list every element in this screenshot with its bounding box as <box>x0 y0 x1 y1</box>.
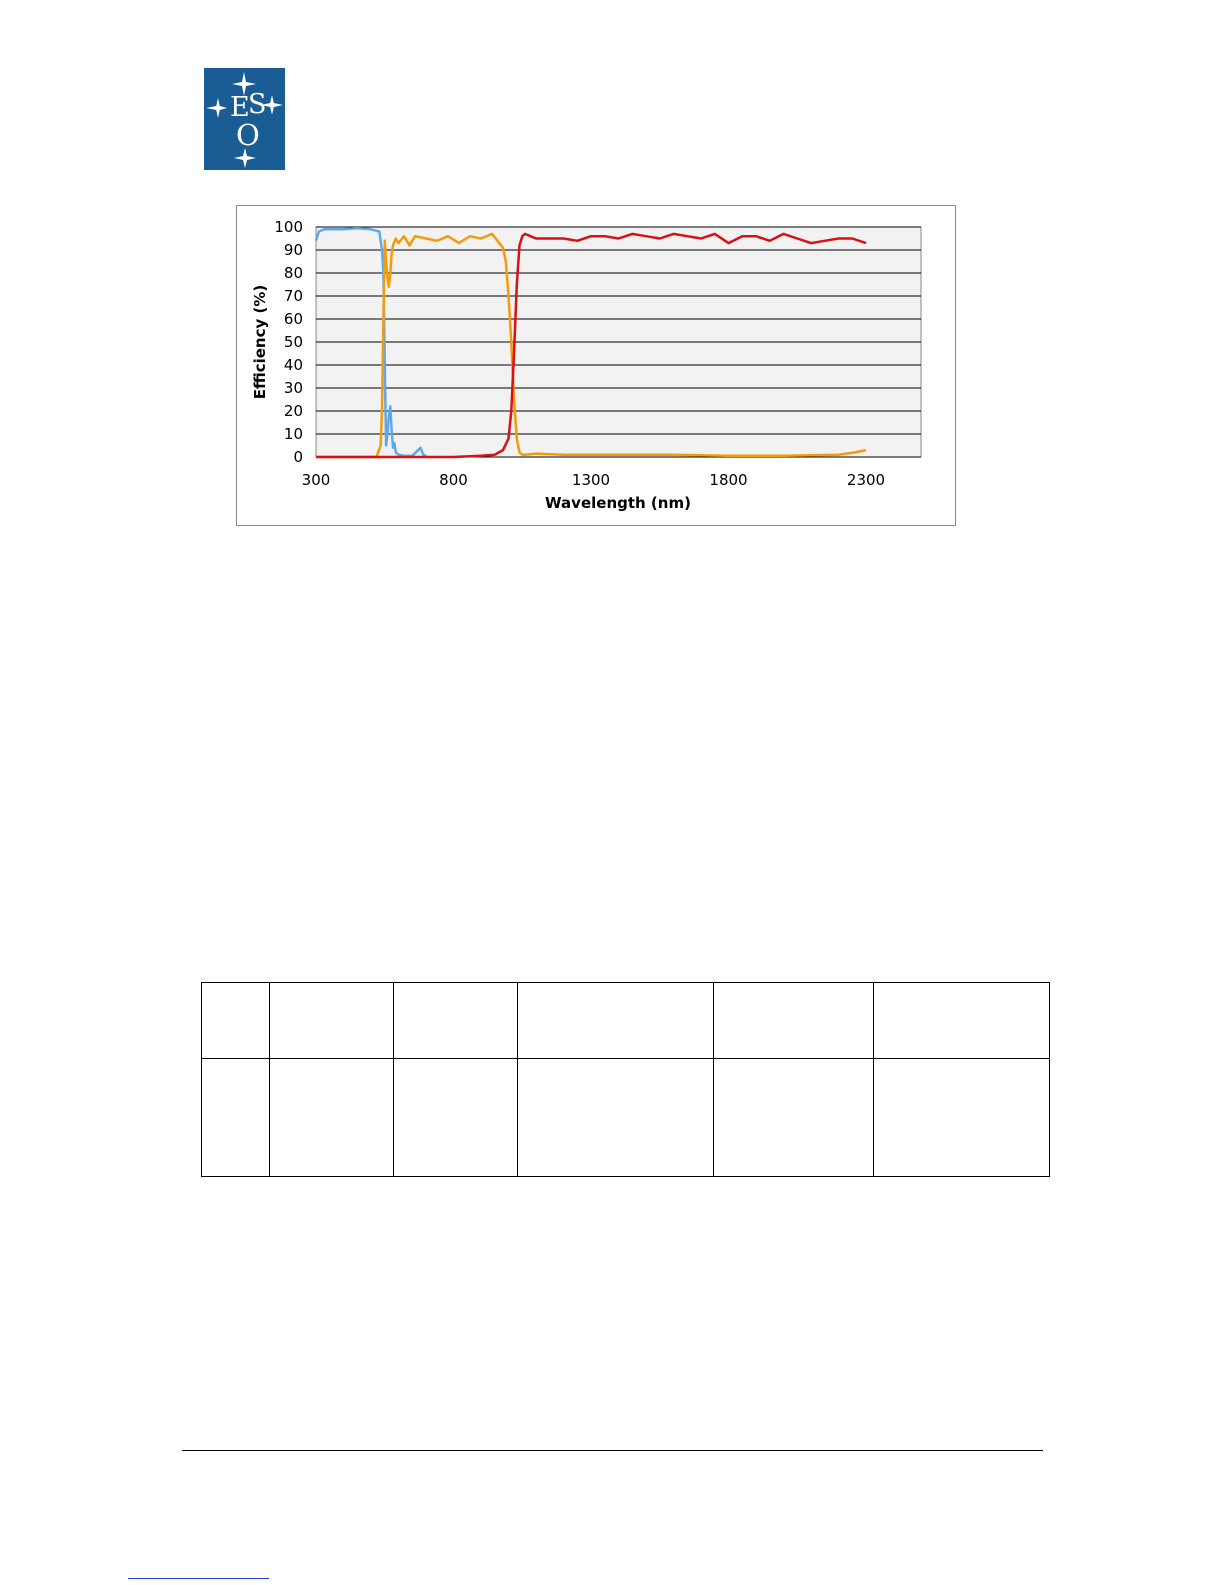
table-cell <box>270 1059 393 1177</box>
x-axis-ticks <box>302 471 885 489</box>
table-cell <box>393 983 517 1059</box>
table-cell <box>713 1059 874 1177</box>
x-tick-label: 1300 <box>571 471 611 489</box>
table-cell <box>874 1059 1050 1177</box>
eso-logo <box>204 68 285 170</box>
table-row <box>202 1059 1050 1177</box>
table-cell <box>874 983 1050 1059</box>
x-axis-title: Wavelength (nm) <box>545 494 691 512</box>
table-row <box>202 983 1050 1059</box>
x-tick-label: 800 <box>439 471 468 489</box>
eso-logo-graphic <box>204 68 285 170</box>
data-table <box>201 982 1050 1177</box>
y-tick-label: 90 <box>283 241 303 259</box>
y-tick-label: 60 <box>283 310 303 328</box>
table-cell <box>202 1059 270 1177</box>
footer-link-underline <box>128 1578 269 1579</box>
y-tick-label: 50 <box>283 333 303 351</box>
logo-letter-e: E <box>230 92 250 123</box>
table-cell <box>202 983 270 1059</box>
table-cell <box>713 983 874 1059</box>
y-axis-ticks <box>274 218 303 466</box>
y-tick-label: 30 <box>283 379 303 397</box>
y-axis-title: Efficiency (%) <box>251 284 269 400</box>
y-tick-label: 20 <box>283 402 303 420</box>
x-tick-label: 300 <box>301 471 331 489</box>
y-tick-label: 0 <box>293 448 303 466</box>
table-cell <box>393 1059 517 1177</box>
y-tick-label: 10 <box>283 425 303 443</box>
y-tick-label: 40 <box>283 356 303 374</box>
efficiency-chart <box>236 205 956 526</box>
x-tick-label: 2300 <box>846 471 886 489</box>
y-tick-label: 80 <box>283 264 303 282</box>
table-cell <box>518 1059 714 1177</box>
y-tick-label: 70 <box>283 287 303 305</box>
table-cell <box>518 983 714 1059</box>
table-cell <box>270 983 393 1059</box>
x-tick-label: 1800 <box>709 471 748 489</box>
y-tick-label: 100 <box>274 218 303 236</box>
logo-letter-s: S <box>248 89 267 120</box>
star-icon <box>206 98 227 118</box>
footer-rule <box>182 1450 1043 1451</box>
logo-letter-o: O <box>236 118 260 152</box>
chart-svg <box>237 206 957 527</box>
